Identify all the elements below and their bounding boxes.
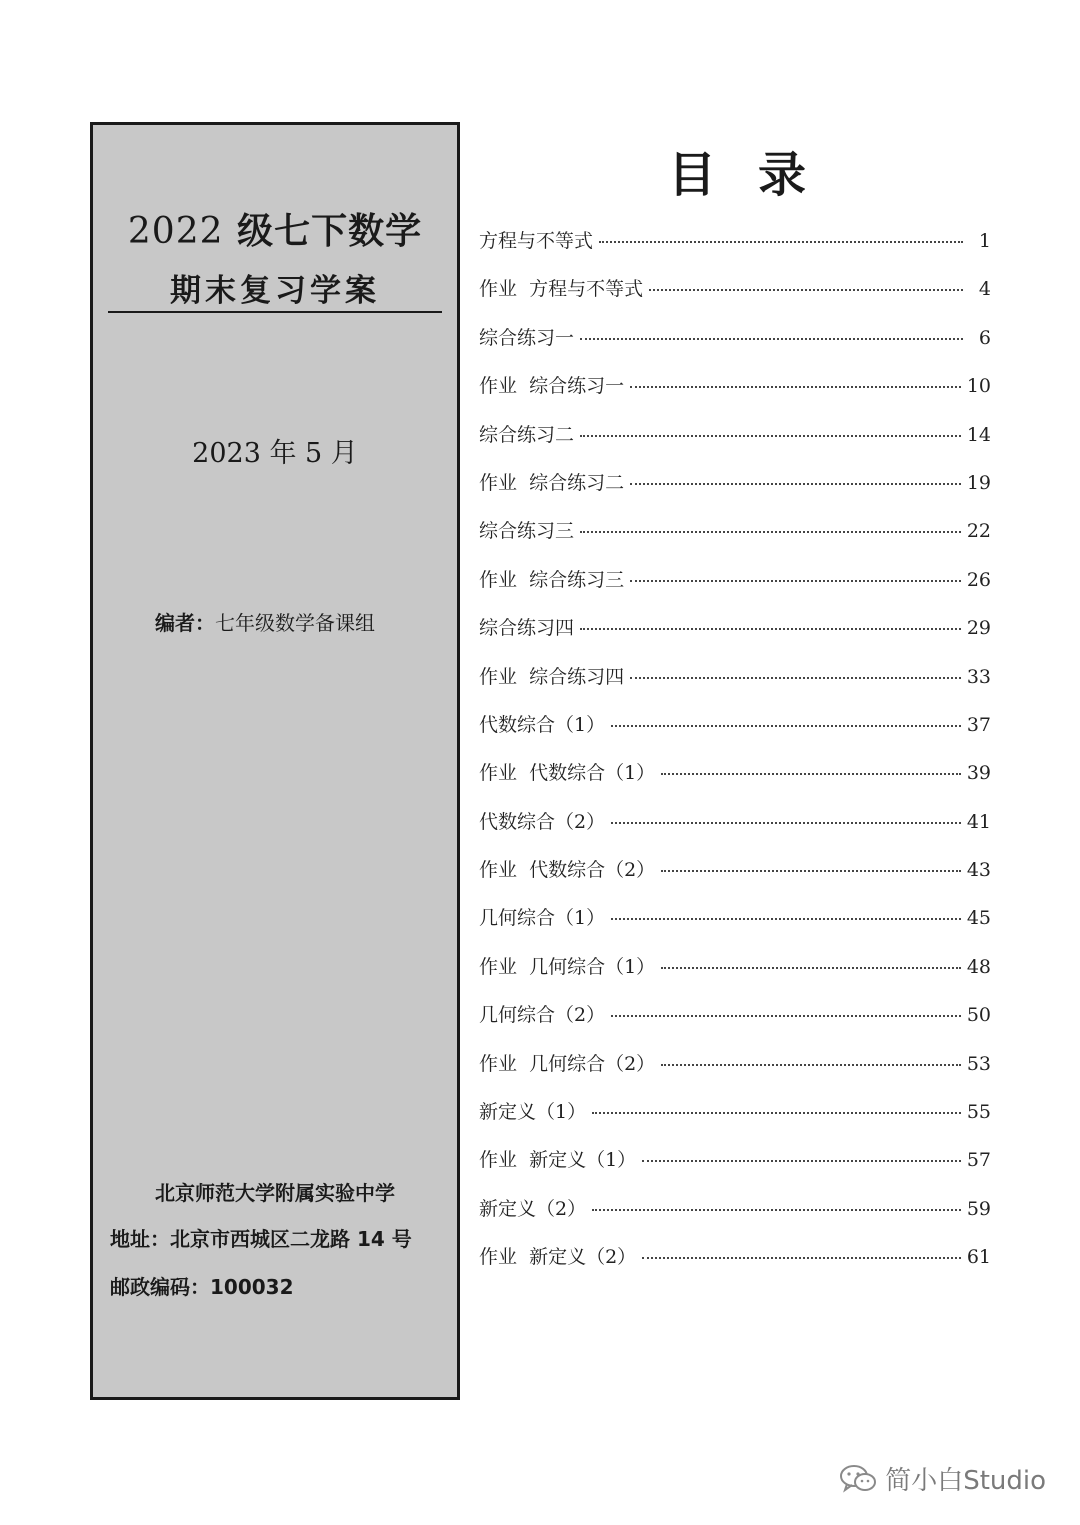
toc-entry-label: 作业 几何综合（2） — [479, 1052, 656, 1075]
toc-entry-label: 综合练习一 — [479, 326, 575, 349]
toc-entry-page: 57 — [966, 1149, 991, 1172]
toc-entry-page: 53 — [966, 1052, 991, 1075]
toc-entry-label: 作业 新定义（1） — [479, 1149, 637, 1172]
toc-entry-label: 作业 代数综合（1） — [479, 762, 656, 785]
toc-entry-page: 14 — [966, 423, 991, 446]
toc-entry — [479, 662, 991, 710]
toc-entry-page: 37 — [966, 713, 991, 736]
toc-entry — [479, 710, 991, 758]
toc-title: 目录 — [668, 147, 849, 203]
toc-entry — [479, 565, 991, 613]
cover-school: 北京师范大学附属实验中学 — [155, 1181, 395, 1205]
toc-entry-label: 新定义（2） — [479, 1197, 587, 1220]
toc-dot-leader — [630, 482, 961, 485]
toc-dot-leader — [580, 337, 963, 340]
cover-date: 2023 年 5 月 — [192, 438, 358, 469]
toc-dot-leader — [661, 966, 961, 969]
toc-entry-page: 26 — [966, 568, 991, 591]
toc-dot-leader — [611, 917, 961, 920]
toc-dot-leader — [611, 1014, 961, 1017]
watermark — [839, 1460, 1046, 1497]
toc-entry-label: 作业 综合练习一 — [479, 375, 625, 398]
toc-dot-leader — [649, 288, 963, 291]
toc-entry — [479, 1000, 991, 1048]
toc-entry-label: 几何综合（1） — [479, 907, 606, 930]
toc-dot-leader — [611, 821, 961, 824]
toc-dot-leader — [661, 772, 961, 775]
toc-entry-page: 33 — [966, 665, 991, 688]
toc-dot-leader — [611, 724, 961, 727]
toc-entry-page: 1 — [978, 230, 991, 252]
toc-entry — [479, 226, 991, 274]
toc-entry-page: 10 — [966, 375, 991, 398]
wechat-icon — [839, 1463, 879, 1495]
toc-list — [479, 226, 991, 1291]
toc-entry-label: 作业 方程与不等式 — [479, 278, 644, 301]
toc-entry — [479, 468, 991, 516]
cover-divider — [108, 311, 442, 313]
toc-entry-label: 新定义（1） — [479, 1101, 587, 1124]
toc-dot-leader — [642, 1256, 961, 1259]
toc-entry — [479, 1097, 991, 1145]
cover-title-line1 — [93, 203, 457, 254]
toc-entry — [479, 1194, 991, 1242]
cover-title-line2: 期末复习学案 — [170, 273, 380, 309]
toc-entry-page: 39 — [966, 762, 991, 785]
toc-entry-page: 55 — [966, 1101, 991, 1124]
toc-entry-label: 作业 综合练习四 — [479, 665, 625, 688]
toc-entry-label: 方程与不等式 — [479, 230, 594, 252]
toc-entry — [479, 613, 991, 661]
toc-entry-page: 48 — [966, 955, 991, 978]
cover-title-rest: 级七下数学 — [237, 211, 423, 252]
toc-entry-page: 29 — [966, 617, 991, 640]
cover-editor — [155, 607, 375, 636]
cover-postcode: 邮政编码：100032 — [110, 1275, 294, 1299]
editor-label: 编者： — [155, 611, 215, 635]
toc-entry-page: 22 — [966, 520, 991, 543]
toc-dot-leader — [661, 869, 961, 872]
toc-entry-page: 45 — [966, 907, 991, 930]
toc-dot-leader — [642, 1159, 961, 1162]
toc-entry-page: 19 — [966, 471, 991, 494]
toc-dot-leader — [630, 676, 961, 679]
toc-dot-leader — [580, 434, 961, 437]
toc-entry-page: 6 — [978, 326, 991, 349]
toc-entry-page: 41 — [966, 810, 991, 833]
toc-entry — [479, 1145, 991, 1193]
toc-entry — [479, 952, 991, 1000]
toc-entry-label: 作业 综合练习三 — [479, 568, 625, 591]
toc-dot-leader — [661, 1063, 961, 1066]
editor-value: 七年级数学备课组 — [215, 611, 375, 635]
toc-entry-label: 综合练习四 — [479, 617, 575, 640]
toc-entry-label: 作业 几何综合（1） — [479, 955, 656, 978]
toc-entry-page: 59 — [966, 1197, 991, 1220]
toc-dot-leader — [599, 240, 963, 243]
watermark-text: 简小白Studio — [885, 1466, 1046, 1496]
toc-entry — [479, 371, 991, 419]
toc-entry-page: 43 — [966, 859, 991, 882]
toc-entry — [479, 807, 991, 855]
toc-entry — [479, 1242, 991, 1290]
cover-title-year: 2022 — [127, 211, 224, 252]
toc-entry — [479, 855, 991, 903]
toc-entry — [479, 323, 991, 371]
toc-dot-leader — [580, 627, 961, 630]
toc-entry — [479, 516, 991, 564]
cover-address: 地址：北京市西城区二龙路 14 号 — [110, 1227, 412, 1251]
toc-entry-label: 作业 综合练习二 — [479, 471, 625, 494]
toc-entry-label: 几何综合（2） — [479, 1004, 606, 1027]
toc-entry-label: 综合练习三 — [479, 520, 575, 543]
toc-dot-leader — [630, 385, 961, 388]
toc-entry-page: 61 — [966, 1246, 991, 1269]
toc-entry-label: 代数综合（1） — [479, 713, 606, 736]
toc-dot-leader — [580, 530, 961, 533]
toc-entry — [479, 274, 991, 322]
toc-entry-label: 作业 新定义（2） — [479, 1246, 637, 1269]
toc-dot-leader — [592, 1208, 961, 1211]
toc-entry — [479, 420, 991, 468]
toc-entry-label: 综合练习二 — [479, 423, 575, 446]
toc-entry-label: 作业 代数综合（2） — [479, 859, 656, 882]
toc-dot-leader — [592, 1111, 961, 1114]
toc-entry — [479, 758, 991, 806]
toc-entry — [479, 903, 991, 951]
toc-entry-page: 4 — [978, 278, 991, 301]
cover-panel — [90, 122, 460, 1400]
toc-entry — [479, 1049, 991, 1097]
toc-dot-leader — [630, 579, 961, 582]
toc-entry-label: 代数综合（2） — [479, 810, 606, 833]
toc-entry-page: 50 — [966, 1004, 991, 1027]
